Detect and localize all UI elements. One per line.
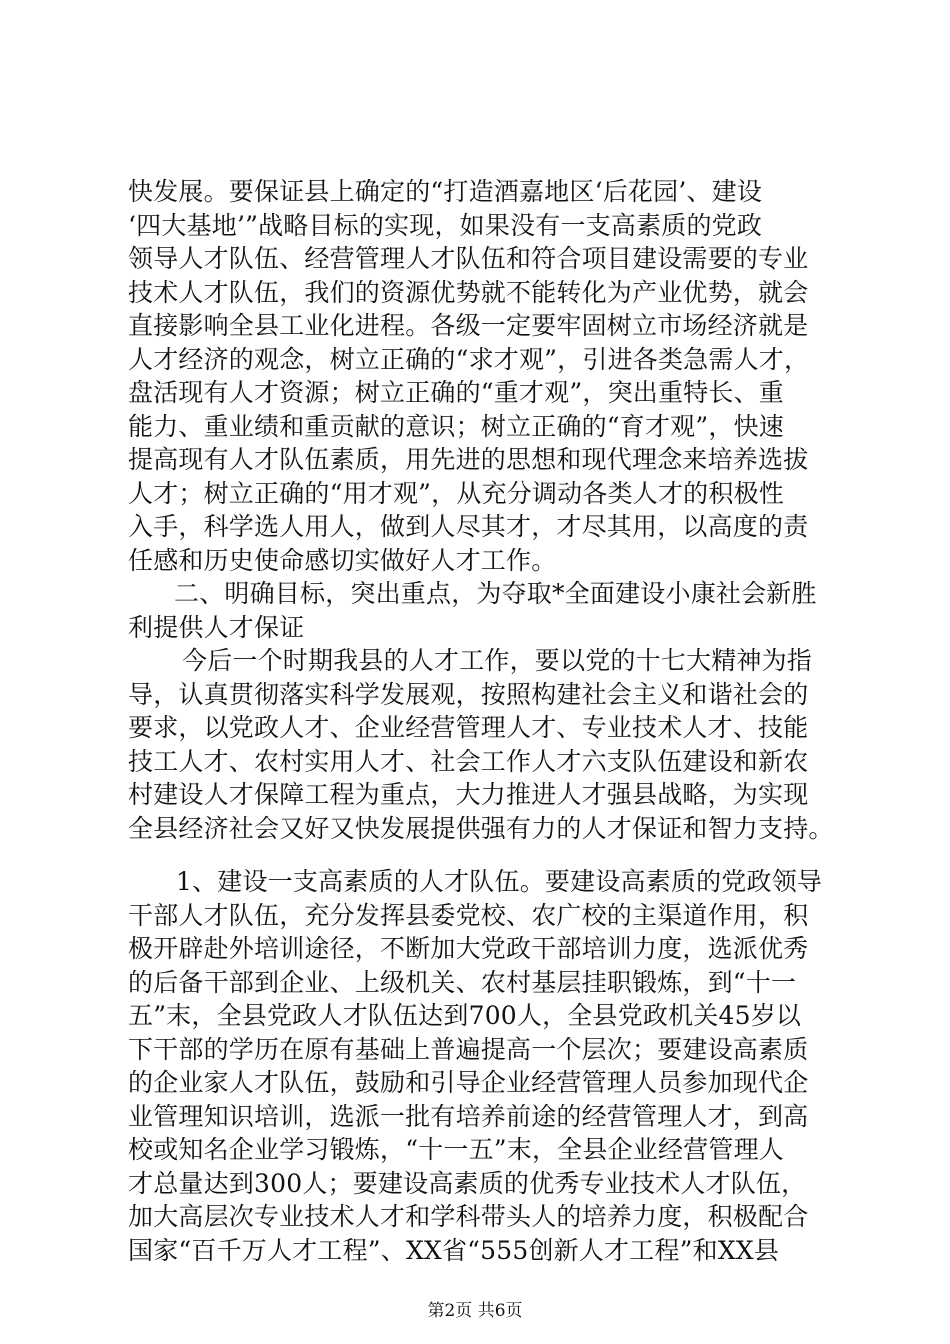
section-heading: 二、明确目标，突出重点，为夺取*全面建设小康社会新胜 [174, 579, 817, 608]
text-line: 技工人才、农村实用人才、社会工作人才六支队伍建设和新农 [128, 747, 809, 776]
text-line: 极开辟赴外培训途径，不断加大党政干部培训力度，选派优秀 [128, 934, 809, 963]
text-line: 干部人才队伍，充分发挥县委党校、农广校的主渠道作用，积 [128, 901, 809, 930]
text-line: 校或知名企业学习锻炼，“十一五”末，全县企业经营管理人 [128, 1135, 784, 1164]
text-line: 技术人才队伍，我们的资源优势就不能转化为产业优势，就会 [128, 278, 809, 307]
text-line: 下干部的学历在原有基础上普遍提高一个层次；要建设高素质 [128, 1035, 809, 1064]
text-line: 村建设人才保障工程为重点，大力推进人才强县战略，为实现 [128, 780, 809, 809]
text-line: 国家“百千万人才工程”、XX省“555创新人才工程”和XX县 [128, 1236, 780, 1265]
text-line: 盘活现有人才资源；树立正确的“重才观”，突出重特长、重 [128, 378, 784, 407]
text-line: 任感和历史使命感切实做好人才工作。 [128, 546, 557, 575]
text-line: 能力、重业绩和重贡献的意识；树立正确的“育才观”，快速 [128, 412, 784, 441]
text-line: 加大高层次专业技术人才和学科带头人的培养力度，积极配合 [128, 1202, 809, 1231]
text-line: 人才经济的观念，树立正确的“求才观”，引进各类急需人才， [128, 345, 810, 374]
text-line: 人才；树立正确的“用才观”，从充分调动各类人才的积极性 [128, 479, 784, 508]
text-line: ‘四大基地’”战略目标的实现，如果没有一支高素质的党政 [128, 211, 763, 240]
text-line: 入手，科学选人用人，做到人尽其才，才尽其用，以高度的责 [128, 512, 809, 541]
text-line: 快发展。要保证县上确定的“打造酒嘉地区‘后花园’、建设 [128, 177, 763, 206]
text-line: 业管理知识培训，选派一批有培养前途的经营管理人才，到高 [128, 1102, 809, 1131]
text-line: 导，认真贯彻落实科学发展观，按照构建社会主义和谐社会的 [128, 680, 809, 709]
text-line: 的后备干部到企业、上级机关、农村基层挂职锻炼，到“十一 [128, 968, 797, 997]
text-line: 的企业家人才队伍，鼓励和引导企业经营管理人员参加现代企 [128, 1068, 809, 1097]
text-line: 才总量达到300人；要建设高素质的优秀专业技术人才队伍， [128, 1169, 807, 1198]
text-line: 全县经济社会又好又快发展提供强有力的人才保证和智力支持。 [128, 814, 834, 843]
text-line: 直接影响全县工业化进程。各级一定要牢固树立市场经济就是 [128, 311, 809, 340]
text-line: 今后一个时期我县的人才工作，要以党的十七大精神为指 [182, 646, 813, 675]
page-number-footer: 第2页 共6页 [427, 1301, 523, 1321]
text-line: 1、建设一支高素质的人才队伍。要建设高素质的党政领导 [176, 867, 823, 896]
text-line: 提高现有人才队伍素质，用先进的思想和现代理念来培养选拔 [128, 445, 809, 474]
section-heading: 利提供人才保证 [128, 613, 305, 642]
text-line: 领导人才队伍、经营管理人才队伍和符合项目建设需要的专业 [128, 244, 809, 273]
text-line: 要求，以党政人才、企业经营管理人才、专业技术人才、技能 [128, 713, 809, 742]
text-line: 五”末，全县党政人才队伍达到700人，全县党政机关45岁以 [128, 1001, 802, 1030]
